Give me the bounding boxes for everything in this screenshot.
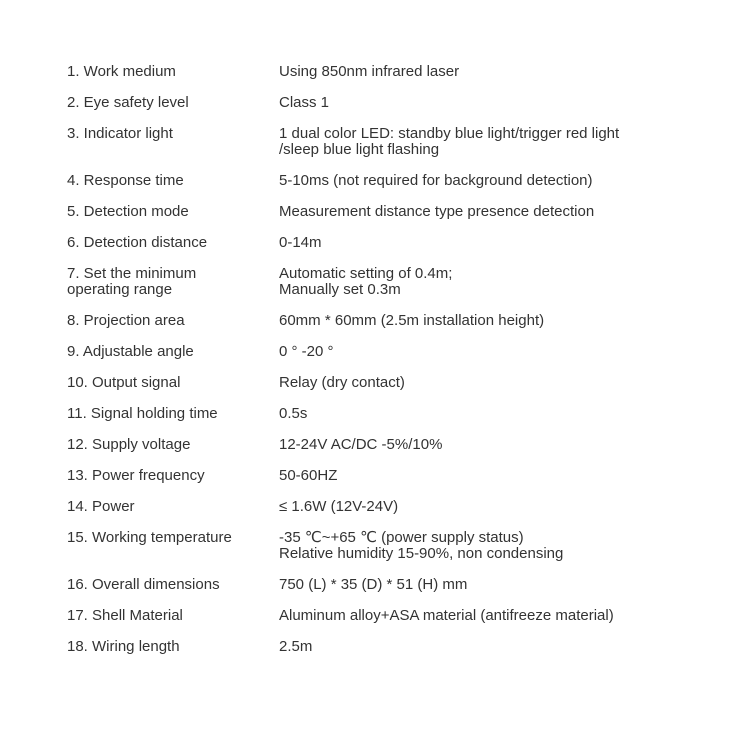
spec-row-minimum-operating-range bbox=[67, 266, 687, 298]
spec-value: 0.5s bbox=[279, 405, 308, 422]
spec-value: Aluminum alloy+ASA material (antifreeze material) bbox=[279, 607, 614, 624]
spec-row-wiring-length bbox=[67, 639, 687, 655]
spec-value: 0-14m bbox=[279, 234, 322, 251]
spec-label: 17. Shell Material bbox=[67, 607, 183, 624]
spec-row-adjustable-angle bbox=[67, 344, 687, 360]
spec-row-detection-distance bbox=[67, 235, 687, 251]
spec-label: 5. Detection mode bbox=[67, 203, 189, 220]
spec-value: 2.5m bbox=[279, 638, 313, 655]
spec-row-power-frequency bbox=[67, 468, 687, 484]
spec-label: 7. Set the minimum operating range bbox=[67, 265, 197, 298]
spec-label: 1. Work medium bbox=[67, 63, 176, 80]
spec-row-overall-dimensions bbox=[67, 577, 687, 593]
spec-value: 50-60HZ bbox=[279, 467, 338, 484]
spec-row-projection-area bbox=[67, 313, 687, 329]
spec-value: 1 dual color LED: standby blue light/trigger red light /sleep blue light flashing bbox=[279, 125, 620, 158]
spec-row-supply-voltage bbox=[67, 437, 687, 453]
spec-row-response-time bbox=[67, 173, 687, 189]
spec-row-output-signal bbox=[67, 375, 687, 391]
spec-label: 4. Response time bbox=[67, 172, 184, 189]
spec-row-detection-mode bbox=[67, 204, 687, 220]
spec-value: -35 ℃~+65 ℃ (power supply status) Relative humidity 15-90%, non condensing bbox=[279, 529, 564, 562]
spec-value: Class 1 bbox=[279, 94, 330, 111]
spec-list bbox=[67, 64, 687, 670]
spec-label: 10. Output signal bbox=[67, 374, 181, 391]
spec-value: 12-24V AC/DC -5%/10% bbox=[279, 436, 443, 453]
spec-value: 0 ° -20 ° bbox=[279, 343, 334, 360]
spec-label: 6. Detection distance bbox=[67, 234, 208, 251]
spec-label: 2. Eye safety level bbox=[67, 94, 189, 111]
spec-label: 14. Power bbox=[67, 498, 135, 515]
spec-row-working-temperature bbox=[67, 530, 687, 562]
spec-label: 13. Power frequency bbox=[67, 467, 205, 484]
spec-label: 9. Adjustable angle bbox=[67, 343, 194, 360]
spec-label: 3. Indicator light bbox=[67, 125, 173, 142]
spec-value: Measurement distance type presence detection bbox=[279, 203, 595, 220]
spec-value: 5-10ms (not required for background detection) bbox=[279, 172, 593, 189]
spec-label: 11. Signal holding time bbox=[67, 405, 218, 422]
spec-value: Using 850nm infrared laser bbox=[279, 63, 460, 80]
spec-row-indicator-light bbox=[67, 126, 687, 158]
spec-label: 8. Projection area bbox=[67, 312, 185, 329]
spec-value: 60mm * 60mm (2.5m installation height) bbox=[279, 312, 545, 329]
spec-label: 16. Overall dimensions bbox=[67, 576, 220, 593]
spec-label: 15. Working temperature bbox=[67, 529, 232, 546]
spec-label: 12. Supply voltage bbox=[67, 436, 191, 453]
spec-row-power bbox=[67, 499, 687, 515]
spec-value: Automatic setting of 0.4m; Manually set 0.3m bbox=[279, 265, 453, 298]
spec-row-eye-safety-level bbox=[67, 95, 687, 111]
spec-label: 18. Wiring length bbox=[67, 638, 180, 655]
spec-row-work-medium bbox=[67, 64, 687, 80]
spec-row-shell-material bbox=[67, 608, 687, 624]
spec-row-signal-holding-time bbox=[67, 406, 687, 422]
spec-value: Relay (dry contact) bbox=[279, 374, 405, 391]
spec-value: 750 (L) * 35 (D) * 51 (H) mm bbox=[279, 576, 468, 593]
spec-value: ≤ 1.6W (12V-24V) bbox=[279, 498, 399, 515]
